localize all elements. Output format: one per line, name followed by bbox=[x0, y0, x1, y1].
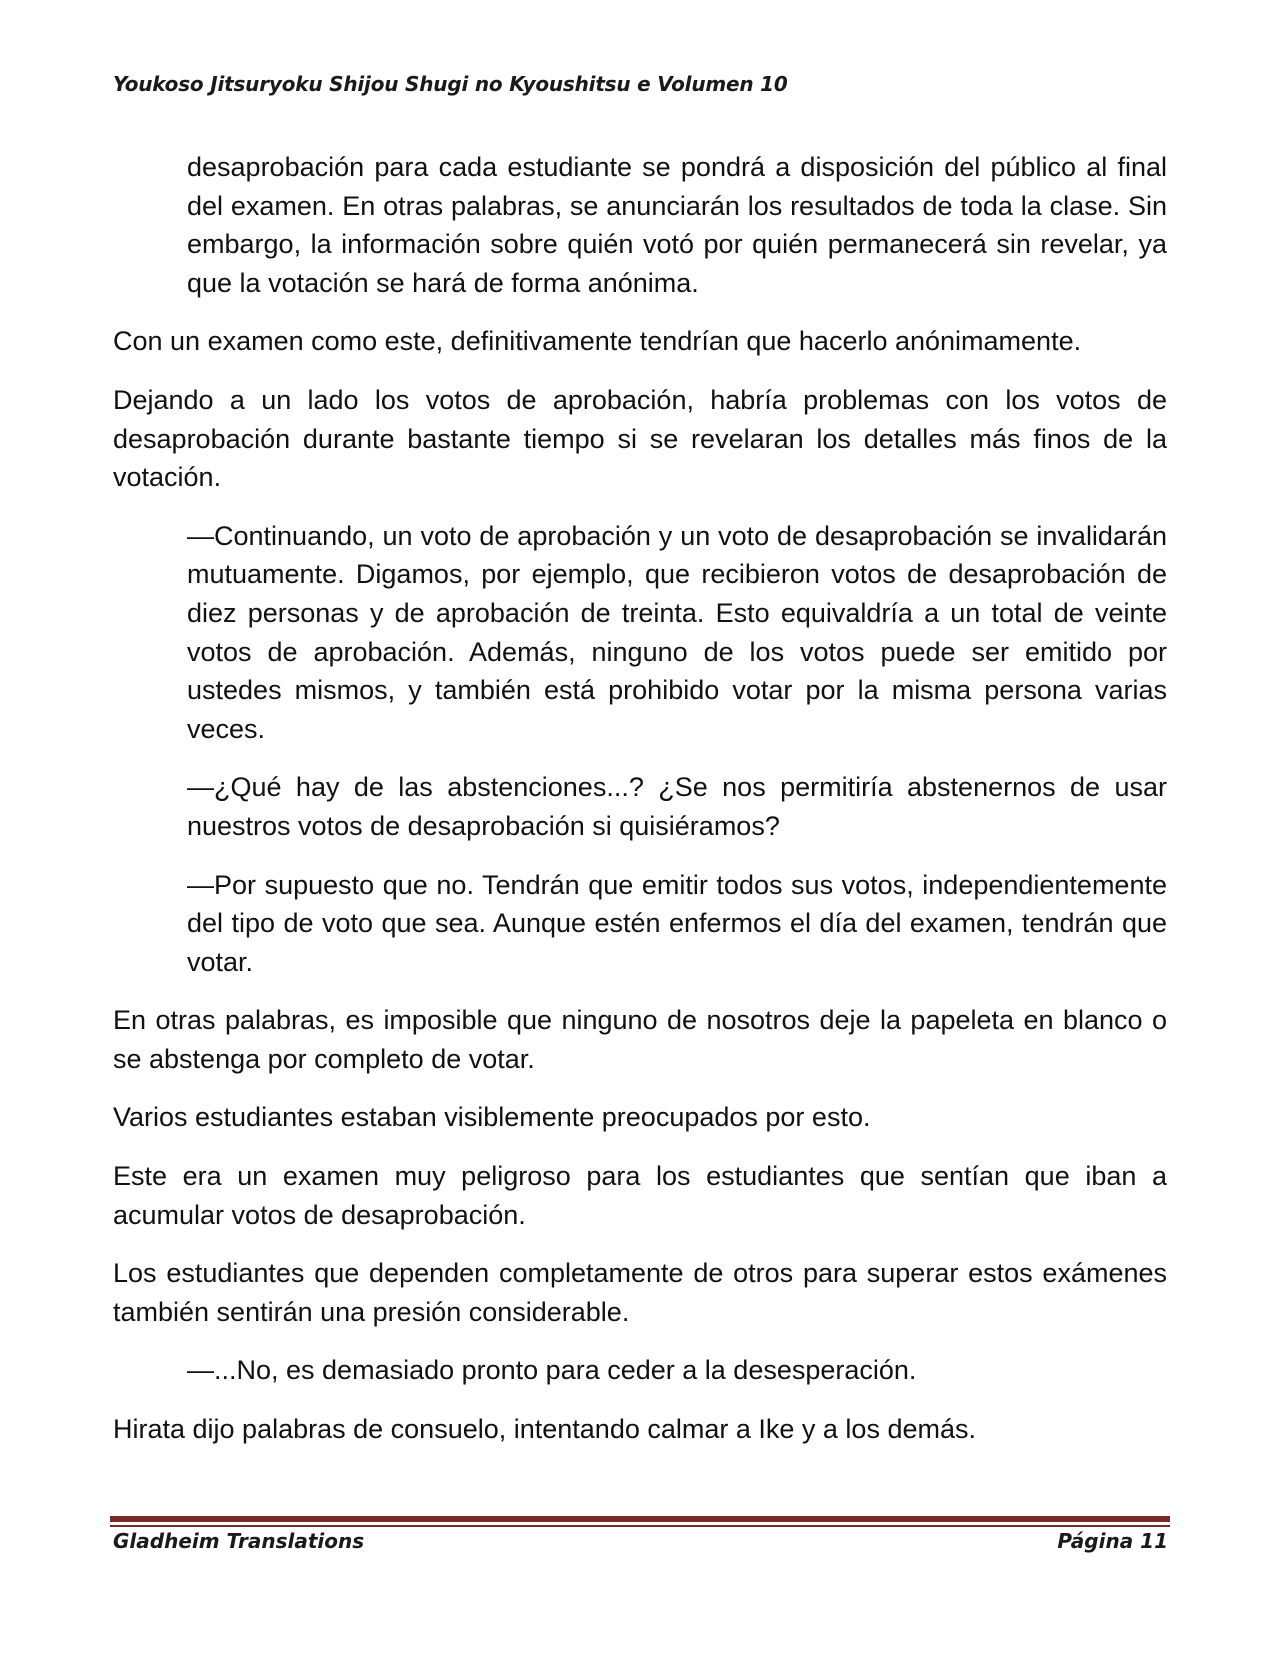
paragraph-dialogue: —Continuando, un voto de aprobación y un voto de desaprobación se invalidarán mutuamente. Digamos, por ejemplo, que recibieron votos de desaprobación de diez personas y de aprobación de treinta. Esto equivaldría a un total de veinte votos de aprobación. Además, ninguno de los votos puede ser emitido por ustedes mismos, y también está prohibido votar por la misma persona varias veces. bbox=[187, 520, 1167, 744]
paragraph-narration: Varios estudiantes estaban visiblemente preocupados por esto. bbox=[113, 1102, 871, 1133]
paragraph-narration: Dejando a un lado los votos de aprobación, habría problemas con los votos de desaprobación durante bastante tiempo si se revelaran los detalles más finos de la votación. bbox=[113, 384, 1167, 493]
footer-divider-thin bbox=[110, 1525, 1170, 1527]
paragraph-narration: Los estudiantes que dependen completamente de otros para superar estos exámenes también sentirán una presión considerable. bbox=[113, 1258, 1167, 1327]
paragraph-narration: Este era un examen muy peligroso para los estudiantes que sentían que iban a acumular votos de desaprobación. bbox=[113, 1161, 1167, 1230]
page-header-title: Youkoso Jitsuryoku Shijou Shugi no Kyoushitsu e Volumen 10 bbox=[113, 72, 788, 96]
page-body bbox=[113, 148, 1167, 1469]
paragraph-dialogue: —Por supuesto que no. Tendrán que emitir todos sus votos, independientemente del tipo de voto que sea. Aunque estén enfermos el día del examen, tendrán que votar. bbox=[187, 869, 1167, 977]
paragraph-dialogue: —¿Qué hay de las abstenciones...? ¿Se nos permitiría abstenernos de usar nuestros votos de desaprobación si quisiéramos? bbox=[187, 772, 1167, 841]
footer-divider-thick bbox=[110, 1516, 1170, 1522]
paragraph-dialogue-continuation: desaprobación para cada estudiante se pondrá a disposición del público al final del examen. En otras palabras, se anunciarán los resultados de toda la clase. Sin embargo, la información sobre quién votó por quién permanecerá sin revelar, ya que la votación se hará de forma anónima. bbox=[187, 152, 1167, 298]
footer-page-number: Página 11 bbox=[1057, 1529, 1168, 1553]
paragraph-narration: Con un examen como este, definitivamente tendrían que hacerlo anónimamente. bbox=[113, 326, 1082, 357]
paragraph-dialogue: —...No, es demasiado pronto para ceder a la desesperación. bbox=[187, 1355, 917, 1386]
paragraph-narration: Hirata dijo palabras de consuelo, intentando calmar a Ike y a los demás. bbox=[113, 1414, 976, 1445]
footer-translator-credit: Gladheim Translations bbox=[113, 1529, 365, 1553]
paragraph-narration: En otras palabras, es imposible que ninguno de nosotros deje la papeleta en blanco o se abstenga por completo de votar. bbox=[113, 1005, 1167, 1074]
